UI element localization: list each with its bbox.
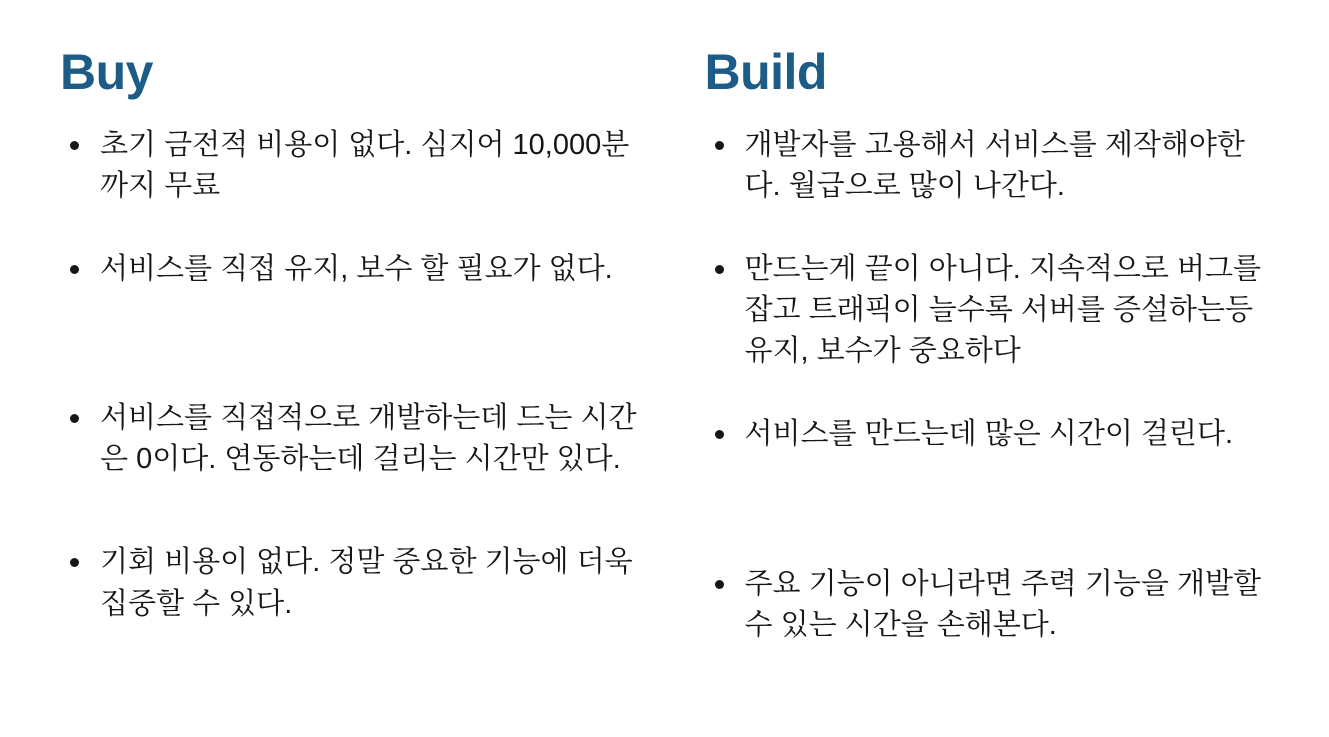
list-item — [705, 249, 1280, 373]
bullet-list-buy — [60, 125, 647, 625]
bullet-dot-icon — [70, 265, 79, 274]
column-buy — [40, 46, 665, 737]
list-item — [60, 542, 647, 624]
list-item-text: 개발자를 고용해서 서비스를 제작해야한다. 월급으로 많이 나간다. — [744, 128, 1245, 202]
list-item-text: 서비스를 직접 유지, 보수 할 필요가 없다. — [100, 252, 613, 285]
bullet-dot-icon — [70, 558, 79, 567]
list-item — [60, 249, 647, 290]
column-build — [665, 46, 1290, 737]
bullet-dot-icon — [715, 141, 724, 150]
list-item — [60, 398, 647, 480]
column-title-build: Build — [704, 44, 827, 100]
list-item-text: 주요 기능이 아니라면 주력 기능을 개발할 수 있는 시간을 손해본다. — [744, 567, 1262, 641]
bullet-list-build — [705, 125, 1280, 646]
list-item — [705, 564, 1280, 646]
list-item-text: 서비스를 직접적으로 개발하는데 드는 시간은 0이다. 연동하는데 걸리는 시간만 있다. — [100, 402, 637, 476]
bullet-dot-icon — [70, 414, 79, 423]
list-item — [705, 414, 1280, 455]
list-item-text: 기회 비용이 없다. 정말 중요한 기능에 더욱 집중할 수 있다. — [100, 546, 633, 620]
list-item-text: 초기 금전적 비용이 없다. 심지어 10,000분까지 무료 — [100, 128, 630, 202]
column-title-buy: Buy — [60, 44, 153, 100]
list-item — [60, 125, 647, 207]
list-item-text: 만드는게 끝이 아니다. 지속적으로 버그를 잡고 트래픽이 늘수록 서버를 증설하는등 유지, 보수가 중요하다 — [744, 252, 1262, 368]
bullet-dot-icon — [715, 265, 724, 274]
bullet-dot-icon — [715, 430, 724, 439]
bullet-dot-icon — [715, 580, 724, 589]
bullet-dot-icon — [70, 141, 79, 150]
list-item-text: 서비스를 만드는데 많은 시간이 걸린다. — [744, 418, 1234, 451]
list-item — [705, 125, 1280, 207]
